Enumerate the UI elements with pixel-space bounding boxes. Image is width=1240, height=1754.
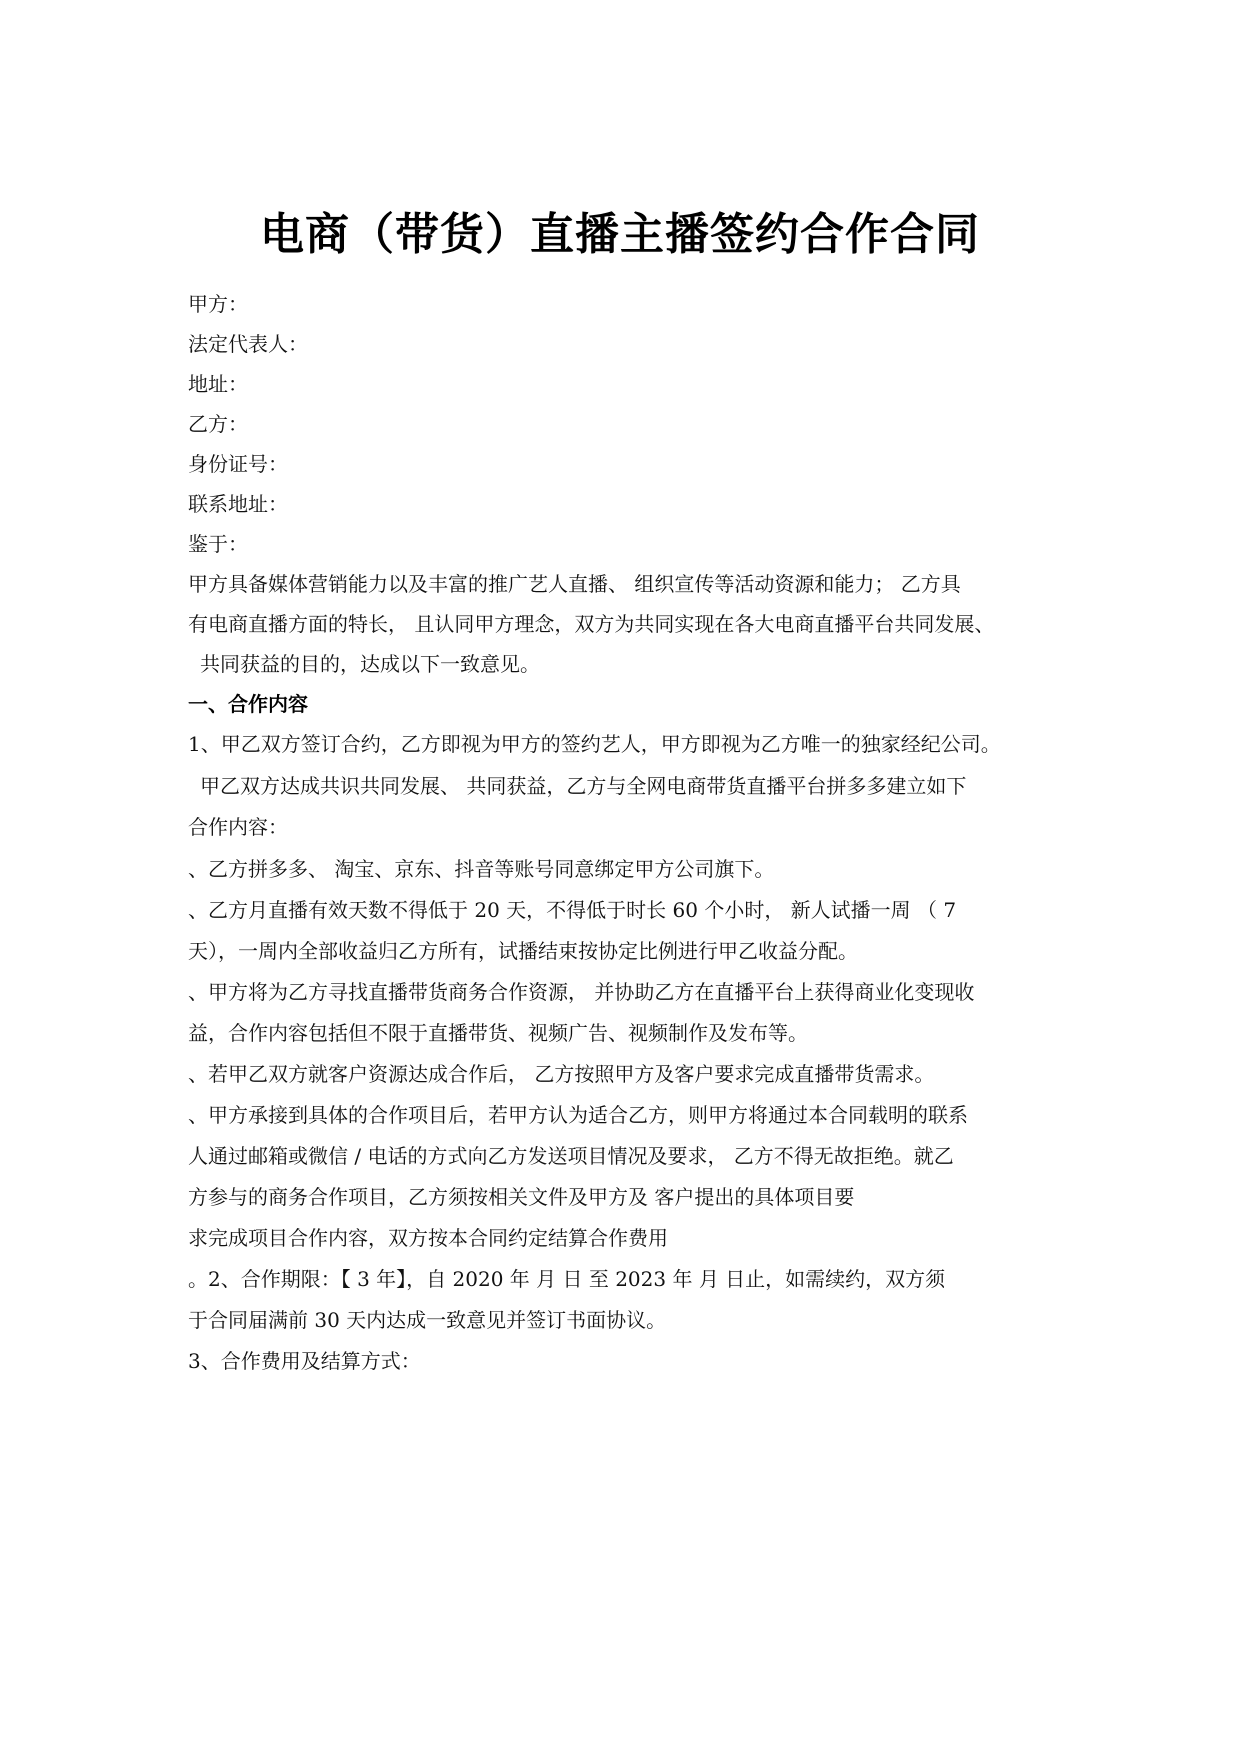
clause-2-line: 。2、合作期限：【 3 年】，自 2020 年 月 日 至 2023 年 月 日止，如需续约，双方须 — [188, 1267, 946, 1291]
clause-3-heading: 3、合作费用及结算方式： — [188, 1349, 421, 1373]
address-field: 地址： — [188, 372, 248, 396]
item-e-line: 方参与的商务合作项目，乙方须按相关文件及甲方及 客户提出的具体项目要 — [188, 1185, 855, 1209]
whereas-line: 有电商直播方面的特长， 且认同甲方理念，双方为共同实现在各大电商直播平台共同发展、 — [188, 612, 995, 636]
item-c-line: 益，合作内容包括但不限于直播带货、视频广告、视频制作及发布等。 — [188, 1021, 808, 1045]
party-b-field: 乙方： — [188, 412, 248, 436]
item-d: 、若甲乙双方就客户资源达成合作后， 乙方按照甲方及客户要求完成直播带货需求。 — [188, 1062, 935, 1086]
party-a-field: 甲方： — [188, 292, 248, 316]
clause-1-line: 合作内容： — [188, 815, 288, 839]
legal-representative-field: 法定代表人： — [188, 332, 308, 356]
item-c-line: 、甲方将为乙方寻找直播带货商务合作资源， 并协助乙方在直播平台上获得商业化变现收 — [188, 980, 975, 1004]
item-a: 、乙方拼多多、 淘宝、京东、抖音等账号同意绑定甲方公司旗下。 — [188, 857, 775, 881]
section-heading: 一、合作内容 — [188, 692, 308, 716]
item-e-line: 人通过邮箱或微信 / 电话的方式向乙方发送项目情况及要求， 乙方不得无故拒绝。就乙 — [188, 1144, 954, 1168]
clause-2-line: 于合同届满前 30 天内达成一致意见并签订书面协议。 — [188, 1308, 667, 1332]
contact-address-field: 联系地址： — [188, 492, 288, 516]
clause-1-line: 甲乙双方达成共识共同发展、 共同获益，乙方与全网电商带货直播平台拼多多建立如下 — [200, 774, 967, 798]
clause-1-line: 1、甲乙双方签订合约，乙方即视为甲方的签约艺人，甲方即视为乙方唯一的独家经纪公司。 — [188, 732, 1001, 756]
item-e-line: 、甲方承接到具体的合作项目后，若甲方认为适合乙方，则甲方将通过本合同载明的联系 — [188, 1103, 968, 1127]
item-b-line: 、乙方月直播有效天数不得低于 20 天，不得低于时长 60 个小时， 新人试播一周 （ 7 — [188, 898, 957, 922]
whereas-line: 甲方具备媒体营销能力以及丰富的推广艺人直播、 组织宣传等活动资源和能力； 乙方具 — [188, 572, 961, 596]
whereas-line: 共同获益的目的，达成以下一致意见。 — [200, 652, 540, 676]
item-b-line: 天），一周内全部收益归乙方所有，试播结束按协定比例进行甲乙收益分配。 — [188, 939, 858, 963]
item-e-line: 求完成项目合作内容，双方按本合同约定结算合作费用 — [188, 1226, 668, 1250]
id-number-field: 身份证号： — [188, 452, 288, 476]
whereas-label: 鉴于： — [188, 532, 248, 556]
document-title: 电商（带货）直播主播签约合作合同 — [260, 209, 980, 260]
